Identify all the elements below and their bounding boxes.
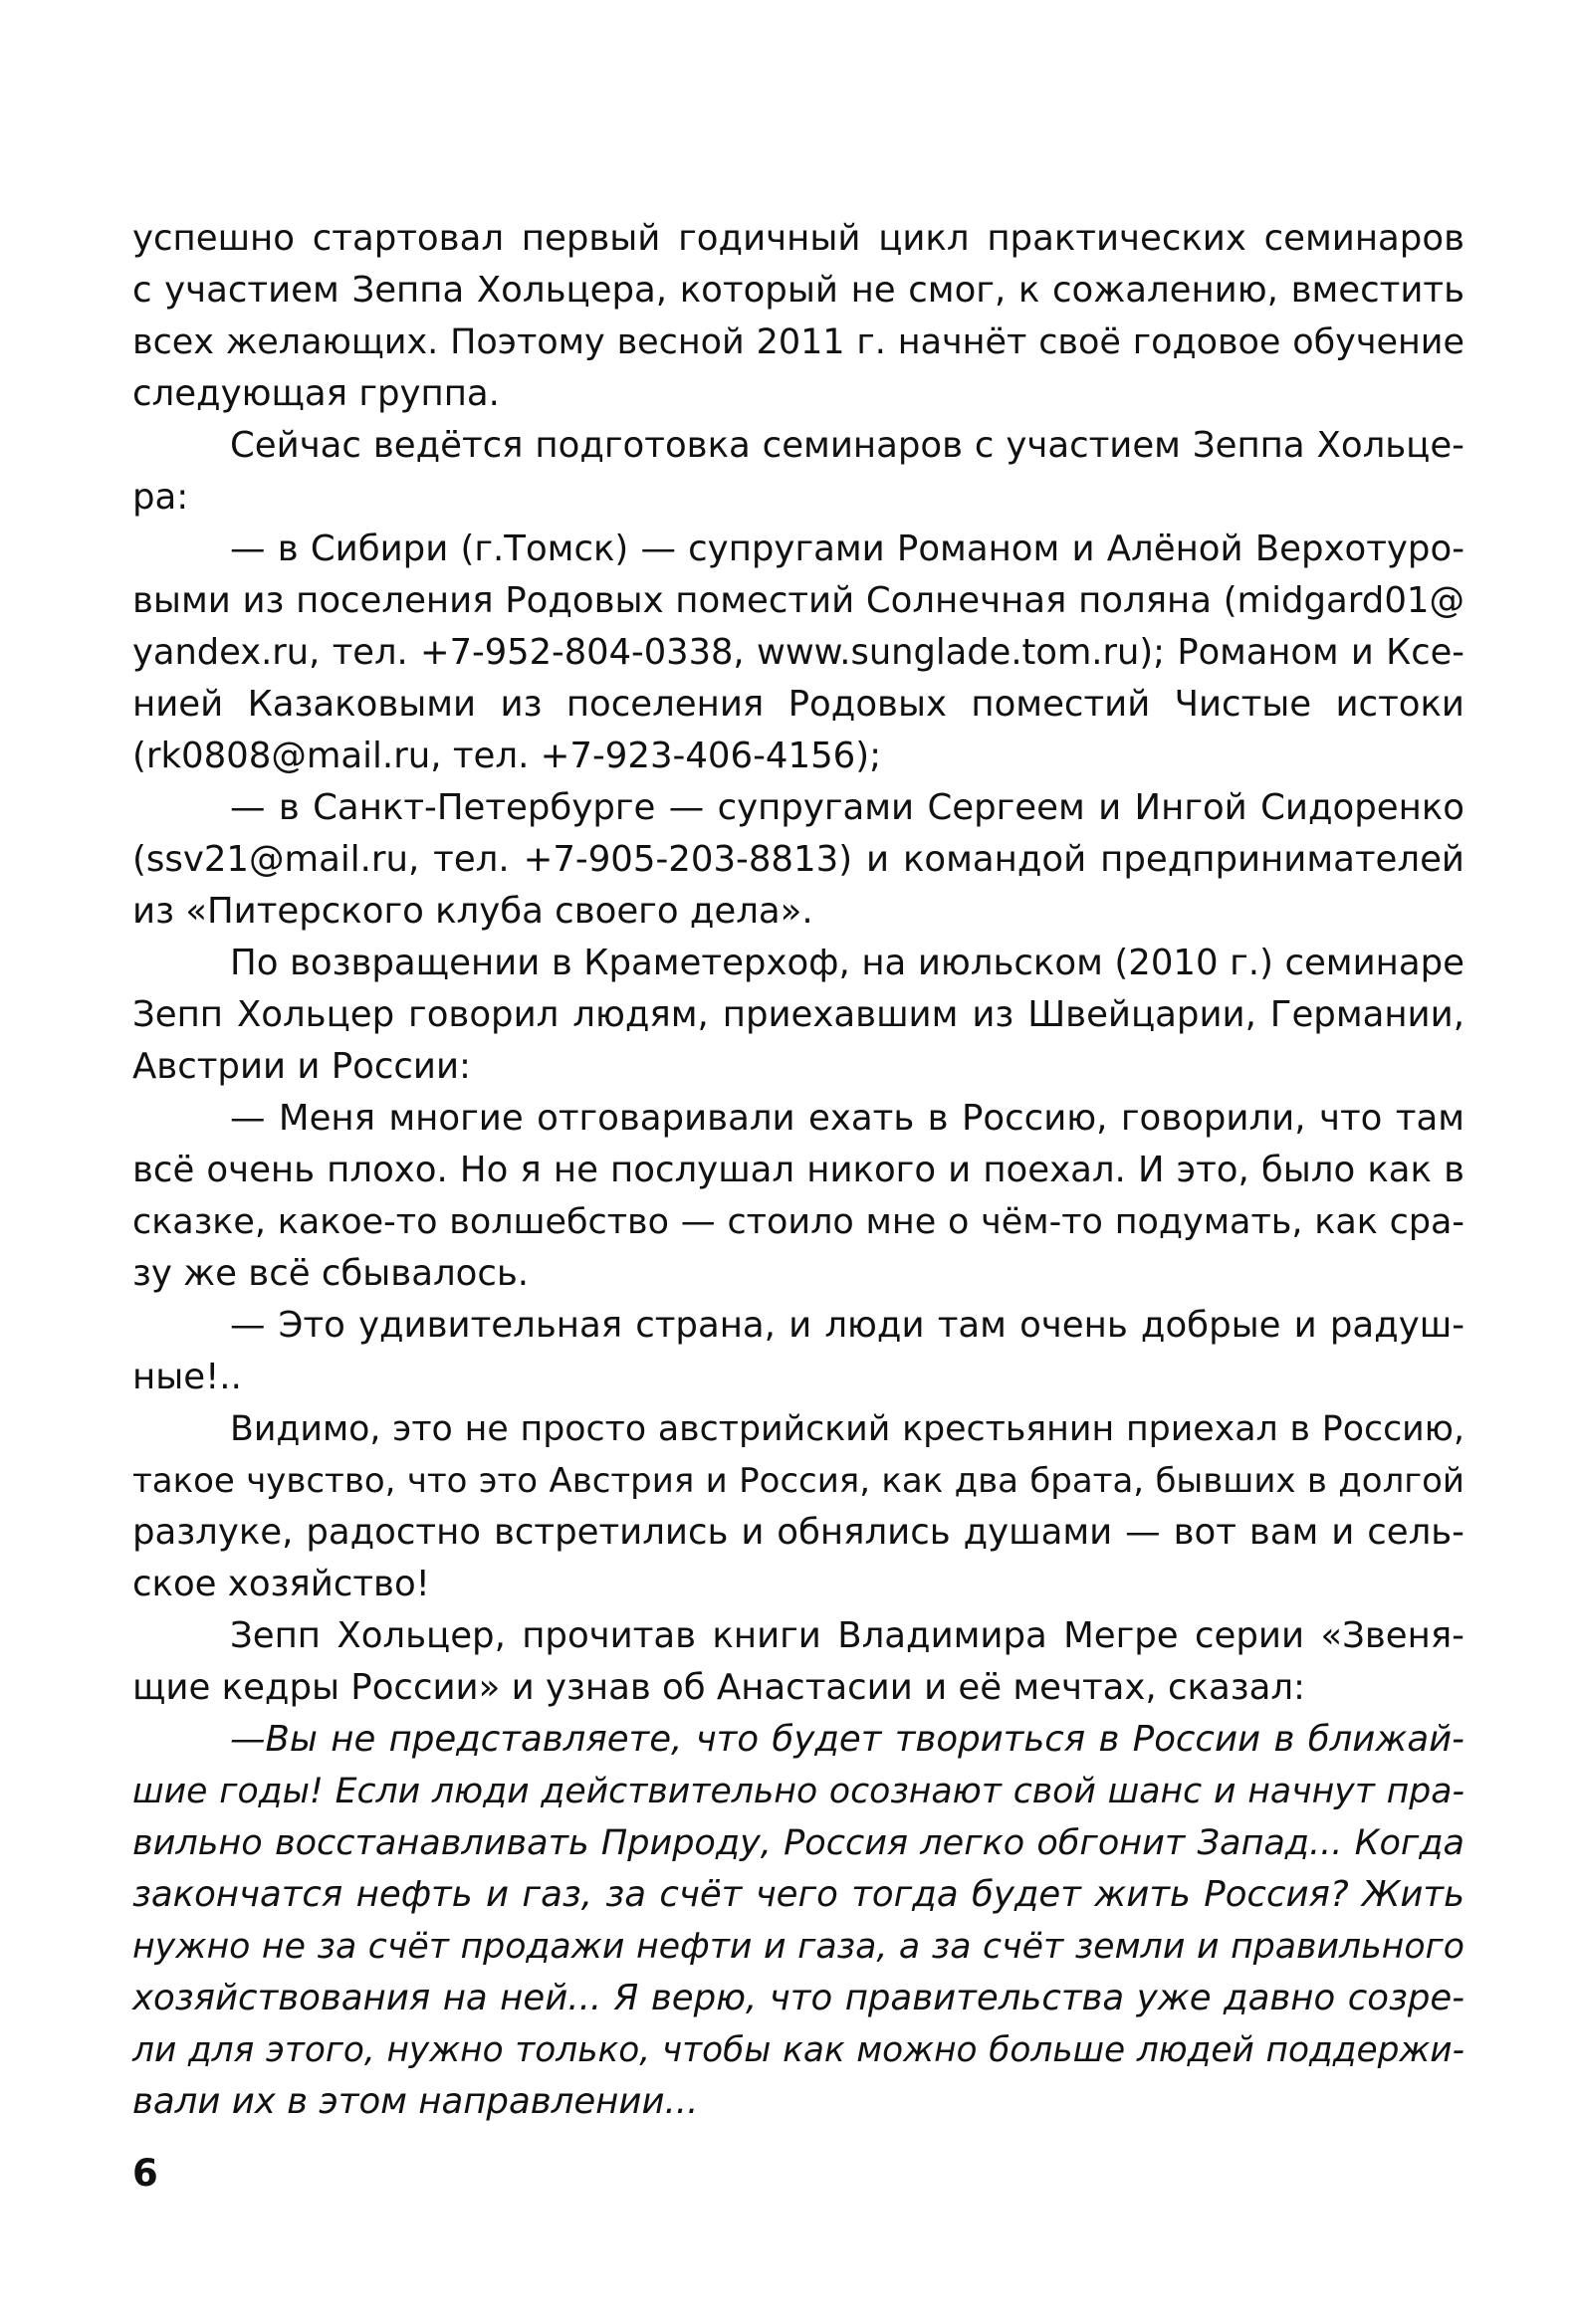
text-line: Австрии и России: xyxy=(132,1046,471,1087)
text-line: По возвращении в Краметерхоф, на июльском (2010 г.) семинаре xyxy=(230,943,1464,983)
text-line: ли для этого, нужно только, чтобы как можно больше людей поддержи- xyxy=(132,2030,1464,2070)
text-line: ные!.. xyxy=(132,1357,242,1397)
text-line: щие кедры России» и узнав об Анастасии и её мечтах, сказал: xyxy=(132,1667,1306,1708)
text-line: —Вы не представляете, что будет твориться в России в ближай- xyxy=(230,1719,1464,1760)
text-line: yandex.ru, тел. +7-952-804-0338, www.sunglade.tom.ru); Романом и Ксе- xyxy=(132,632,1464,673)
text-line: всё очень плохо. Но я не послушал никого и поехал. И это, было как в xyxy=(132,1150,1464,1190)
text-line: Зепп Хольцер, прочитав книги Владимира Мегре серии «Звеня- xyxy=(230,1615,1464,1656)
text-line: из «Питерского клуба своего дела». xyxy=(132,891,813,932)
text-line: следующая группа. xyxy=(132,373,500,414)
text-line: Зепп Хольцер говорил людям, приехавшим из Швейцарии, Германии, xyxy=(132,994,1464,1035)
text-line: — Меня многие отговаривали ехать в Россию, говорили, что там xyxy=(230,1098,1464,1139)
text-line: — Это удивительная страна, и люди там очень добрые и радуш- xyxy=(230,1305,1464,1346)
body-text xyxy=(132,213,1464,2128)
text-line: (ssv21@mail.ru, тел. +7-905-203-8813) и командой предпринимателей xyxy=(132,839,1464,880)
text-line: выми из поселения Родовых поместий Солнечная поляна (midgard01@ xyxy=(132,580,1464,621)
text-line: разлуке, радостно встретились и обнялись душами — вот вам и сель- xyxy=(132,1512,1464,1553)
text-line: хозяйствования на ней... Я верю, что правительства уже давно созре- xyxy=(132,1978,1464,2018)
text-line: ра: xyxy=(132,477,189,518)
text-line: нией Казаковыми из поселения Родовых поместий Чистые истоки xyxy=(132,684,1464,725)
text-line: — в Сибири (г.Томск) — супругами Романом и Алёной Верхотуро- xyxy=(230,528,1464,569)
text-line: всех желающих. Поэтому весной 2011 г. начнёт своё годовое обучение xyxy=(132,322,1464,362)
text-line: сказке, какое-то волшебство — стоило мне о чём-то подумать, как сра- xyxy=(132,1202,1464,1242)
text-line: шие годы! Если люди действительно осознают свой шанс и начнут пра- xyxy=(132,1772,1464,1811)
text-line: (rk0808@mail.ru, тел. +7-923-406-4156); xyxy=(132,736,882,776)
text-line: закончатся нефть и газ, за счёт чего тогда будет жить Россия? Жить xyxy=(132,1874,1464,1915)
text-line: успешно стартовал первый годичный цикл практических семинаров xyxy=(132,218,1464,259)
text-line: такое чувство, что это Австрия и Россия, как два брата, бывших в долгой xyxy=(132,1461,1464,1501)
text-line: вильно восстанавливать Природу, Россия легко обгонит Запад... Когда xyxy=(132,1822,1464,1863)
text-line: Сейчас ведётся подготовка семинаров с участием Зеппа Хольце- xyxy=(230,425,1464,466)
text-line: вали их в этом направлении... xyxy=(132,2081,699,2122)
text-line: ское хозяйство! xyxy=(132,1564,430,1604)
page-number: 6 xyxy=(132,2152,158,2195)
text-line: нужно не за счёт продажи нефти и газа, а за счёт земли и правильного xyxy=(132,1927,1464,1967)
text-line: Видимо, это не просто австрийский крестьянин приехал в Россию, xyxy=(230,1409,1464,1449)
text-line: с участием Зеппа Хольцера, который не смог, к сожалению, вместить xyxy=(132,270,1464,311)
text-line: зу же всё сбывалось. xyxy=(132,1253,530,1294)
text-line: — в Санкт-Петербурге — супругами Сергеем и Ингой Сидоренко xyxy=(230,787,1464,828)
